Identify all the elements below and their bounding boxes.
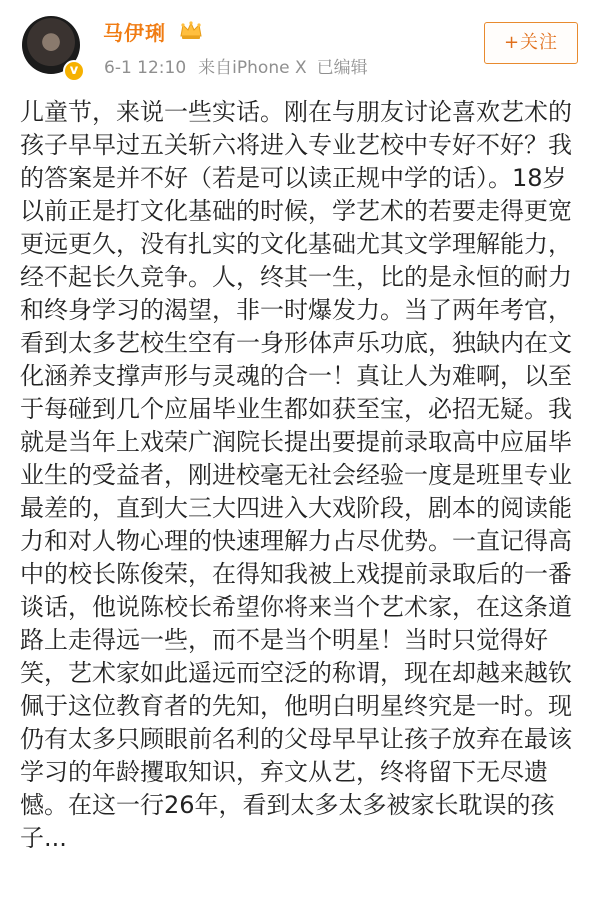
crown-icon bbox=[178, 20, 204, 42]
post-text-line: 儿童节，来说一些实话。刚在与朋友讨论喜欢艺术的 bbox=[20, 98, 572, 126]
follow-button[interactable]: +关注 bbox=[484, 22, 578, 64]
post-body bbox=[20, 96, 580, 855]
post-source: 来自iPhone X bbox=[198, 58, 307, 78]
post-text-line: 和终身学习的渴望，非一时爆发力。当了两年考官， bbox=[20, 296, 572, 324]
post-text-line: 于每碰到几个应届毕业生都如获至宝，必招无疑。我 bbox=[20, 395, 572, 423]
post-text-line: 笑，艺术家如此遥远而空泛的称谓，现在却越来越钦 bbox=[20, 659, 572, 687]
post-text-line: 以前正是打文化基础的时候，学艺术的若要走得更宽 bbox=[20, 197, 572, 225]
post-text-line: 佩于这位教育者的先知，他明白明星终究是一时。现 bbox=[20, 692, 572, 720]
post-text-line: 仍有太多只顾眼前名利的父母早早让孩子放弃在最该 bbox=[20, 725, 572, 753]
user-name[interactable]: 马伊琍 bbox=[103, 21, 166, 45]
post-text-line: 学习的年龄攫取知识，弃文从艺，终将留下无尽遗 bbox=[20, 758, 548, 786]
post-text-line: 化涵养支撑声形与灵魂的合一！真让人为难啊，以至 bbox=[20, 362, 572, 390]
post-meta bbox=[104, 57, 368, 79]
post-text-line: 的答案是并不好（若是可以读正规中学的话）。18岁 bbox=[20, 164, 567, 192]
post-text-line: 更远更久，没有扎实的文化基础尤其文学理解能力， bbox=[20, 230, 572, 258]
post-text-line: 憾。在这一行26年，看到太多太多被家长耽误的孩 bbox=[20, 791, 555, 819]
post-date: 6-1 12:10 bbox=[104, 58, 187, 78]
post-text-line: 路上走得远一些，而不是当个明星！当时只觉得好 bbox=[20, 626, 548, 654]
post-text-line: 经不起长久竞争。人，终其一生，比的是永恒的耐力 bbox=[20, 263, 572, 291]
post-text-line: 最差的，直到大三大四进入大戏阶段，剧本的阅读能 bbox=[20, 494, 572, 522]
post-header bbox=[0, 0, 600, 90]
verified-badge-icon: v bbox=[63, 60, 85, 82]
post-text-line: 孩子早早过五关斩六将进入专业艺校中专好不好？我 bbox=[20, 131, 572, 159]
post-text-line: 看到太多艺校生空有一身形体声乐功底，独缺内在文 bbox=[20, 329, 572, 357]
post-text-line: 业生的受益者，刚进校毫无社会经验一度是班里专业 bbox=[20, 461, 572, 489]
post-text-line: 子... bbox=[20, 824, 67, 852]
post-text-line: 中的校长陈俊荣，在得知我被上戏提前录取后的一番 bbox=[20, 560, 572, 588]
post-text-line: 谈话，他说陈校长希望你将来当个艺术家，在这条道 bbox=[20, 593, 572, 621]
edited-label: 已编辑 bbox=[316, 58, 368, 78]
post-text-line: 力和对人物心理的快速理解力占尽优势。一直记得高 bbox=[20, 527, 572, 555]
post-text-line: 就是当年上戏荣广润院长提出要提前录取高中应届毕 bbox=[20, 428, 572, 456]
